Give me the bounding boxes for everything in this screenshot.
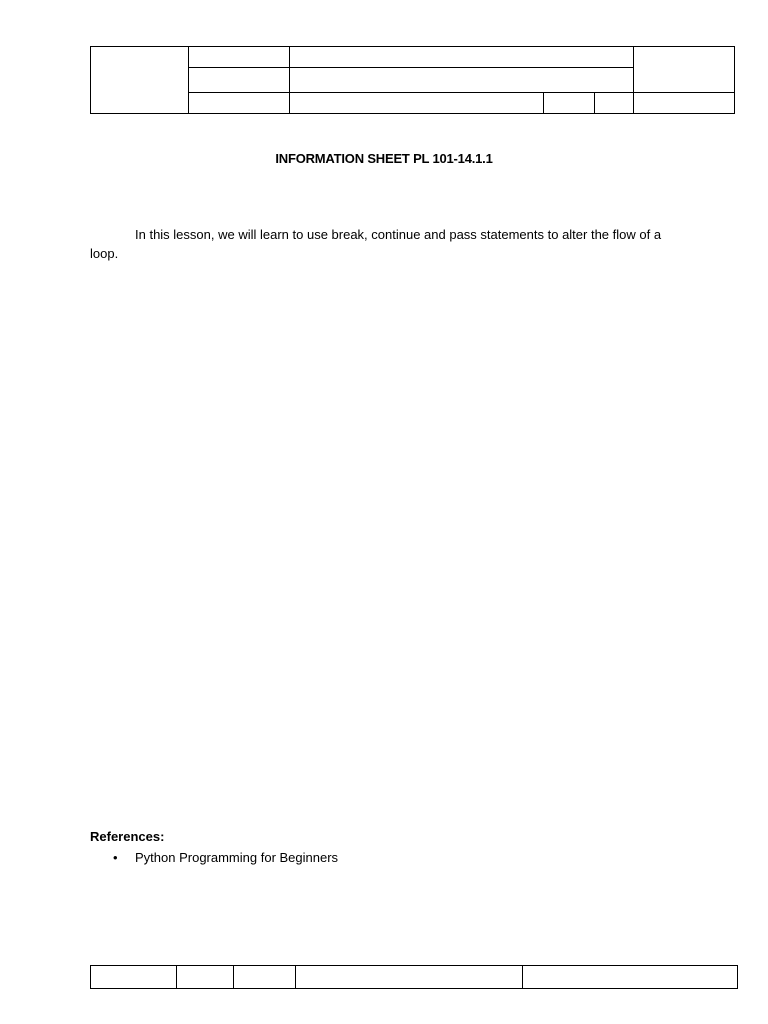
footer-border-bottom [90,988,738,989]
reference-text: Python Programming for Beginners [135,850,339,865]
header-divider [543,92,544,114]
footer-divider [522,965,523,989]
footer-border-top [90,965,738,966]
document-title: INFORMATION SHEET PL 101-14.1.1 [275,151,493,166]
footer-divider [295,965,296,989]
list-item [113,849,338,866]
header-border-left [90,46,91,114]
footer-border-left [90,965,91,989]
header-divider [633,46,634,114]
header-divider [594,92,595,114]
bullet-icon: • [113,850,118,865]
footer-border-right [737,965,738,989]
header-border-bottom [90,113,735,114]
footer-table [90,965,738,989]
header-divider [289,46,290,114]
header-border-top [90,46,735,47]
header-table [90,46,735,114]
header-divider [188,46,189,114]
footer-divider [233,965,234,989]
intro-text: In this lesson, we will learn to use break, continue and pass statements to alter the flow of a loop. [90,227,662,261]
header-border-right [734,46,735,114]
intro-paragraph [90,225,690,263]
references-list [113,849,338,866]
footer-divider [176,965,177,989]
header-row-divider [188,92,735,93]
header-row-divider [188,67,634,68]
references-heading: References: [90,829,165,844]
